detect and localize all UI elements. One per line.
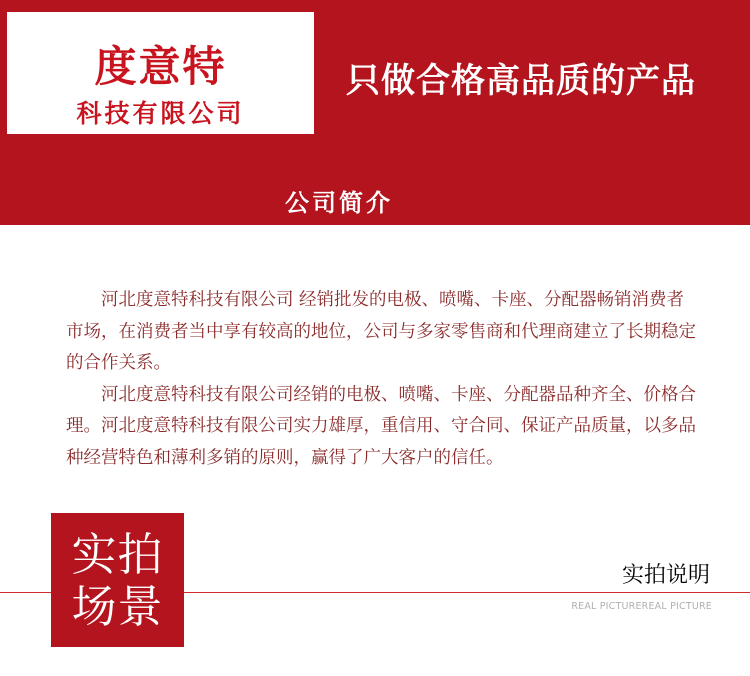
photo-badge-line-1: 实拍	[71, 528, 164, 581]
section-title: 公司简介	[285, 188, 393, 217]
slogan: 只做合格高品质的产品	[346, 61, 696, 101]
logo-name: 度意特	[94, 42, 227, 91]
photo-badge-text	[51, 529, 184, 633]
photo-caption-en: REAL PICTUREREAL PICTURE	[571, 601, 712, 612]
photo-caption: 实拍说明	[621, 563, 710, 588]
company-intro	[66, 285, 696, 474]
logo-box	[7, 12, 314, 134]
header-banner	[0, 0, 750, 225]
intro-paragraph-2: 河北度意特科技有限公司经销的电极、喷嘴、卡座、分配器品种齐全、价格合理。河北度意特科技有限公司实力雄厚，重信用、守合同、保证产品质量，以多品种经营特色和薄利多销的原则，赢得了广大客户的信任。	[66, 384, 696, 468]
logo-subtitle: 科技有限公司	[76, 99, 245, 128]
photo-section-badge	[51, 513, 184, 647]
photo-badge-line-2: 场景	[71, 580, 164, 633]
intro-paragraph-1: 河北度意特科技有限公司 经销批发的电极、喷嘴、卡座、分配器畅销消费者市场，在消费者当中享有较高的地位，公司与多家零售商和代理商建立了长期稳定的合作关系。	[66, 290, 696, 373]
